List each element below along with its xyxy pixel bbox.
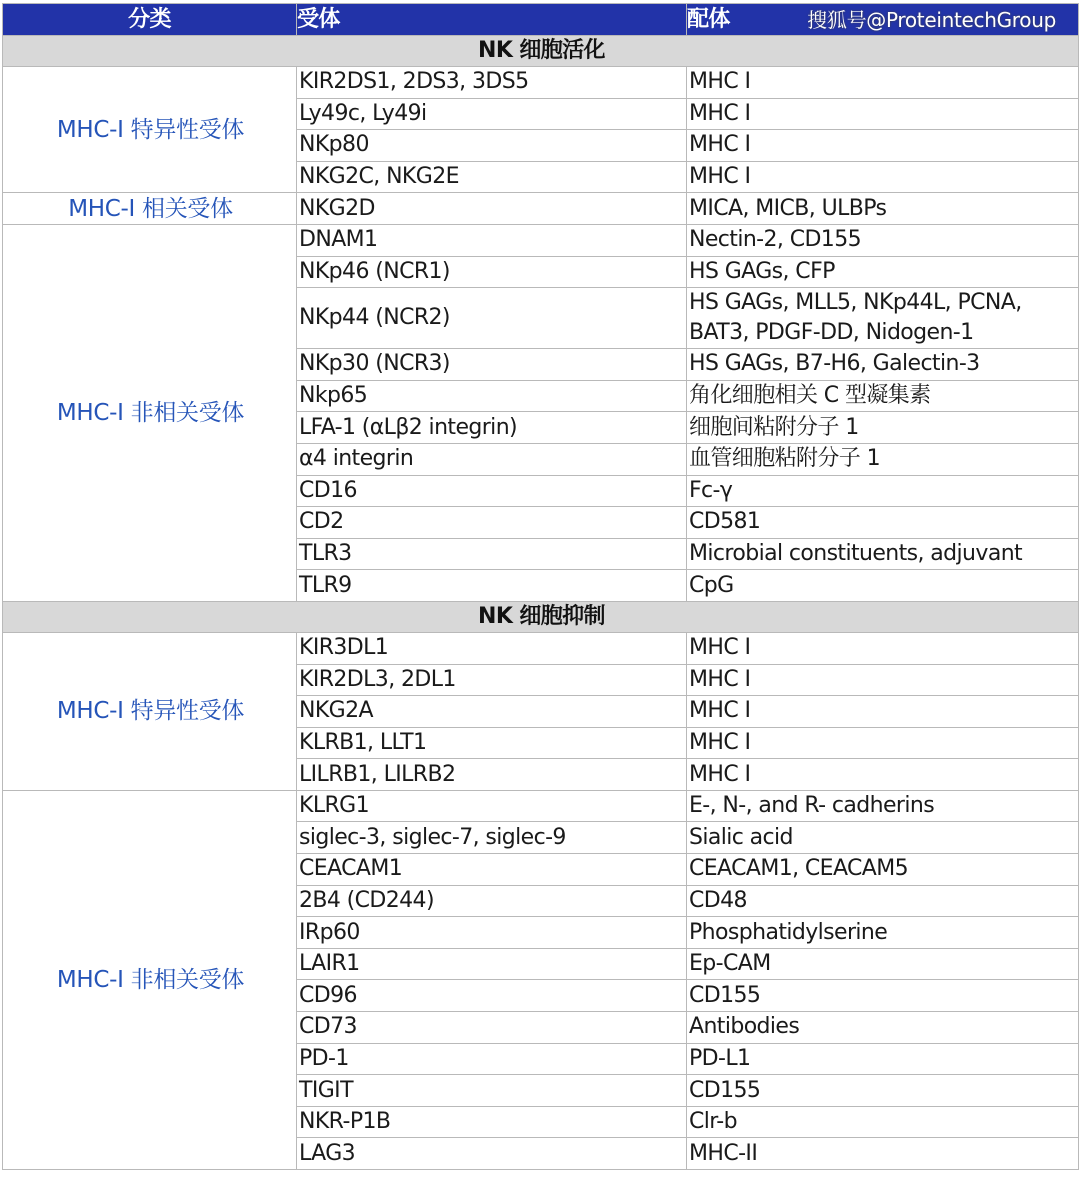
receptor-cell: LAIR1 (297, 948, 687, 980)
header-ligand-label: 配体 (687, 6, 730, 32)
ligand-cell: Phosphatidylserine (687, 917, 1079, 949)
category-cell: MHC-I 相关受体 (3, 193, 297, 225)
ligand-cell: Clr-b (687, 1106, 1079, 1138)
receptor-cell: 2B4 (CD244) (297, 885, 687, 917)
receptor-cell: LILRB1, LILRB2 (297, 759, 687, 791)
receptor-cell: NKG2A (297, 696, 687, 728)
ligand-cell: 血管细胞粘附分子 1 (687, 443, 1079, 475)
receptor-cell: LFA-1 (αLβ2 integrin) (297, 412, 687, 444)
table-body (3, 36, 1079, 1170)
table-row (3, 632, 1079, 664)
header-row (3, 4, 1079, 36)
table-row (3, 790, 1079, 822)
receptor-cell: KLRG1 (297, 790, 687, 822)
category-cell: MHC-I 非相关受体 (3, 224, 297, 601)
ligand-cell: CD48 (687, 885, 1079, 917)
receptor-cell: CD2 (297, 507, 687, 539)
ligand-cell: MHC I (687, 664, 1079, 696)
table-row (3, 67, 1079, 99)
section-row (3, 601, 1079, 632)
ligand-cell: 细胞间粘附分子 1 (687, 412, 1079, 444)
table-row (3, 193, 1079, 225)
ligand-cell: MHC I (687, 759, 1079, 791)
receptor-cell: NKp44 (NCR2) (297, 288, 687, 349)
ligand-cell: MHC I (687, 696, 1079, 728)
ligand-cell: MHC I (687, 67, 1079, 99)
receptor-cell: siglec-3, siglec-7, siglec-9 (297, 822, 687, 854)
receptor-cell: NKp46 (NCR1) (297, 256, 687, 288)
receptor-cell: KIR3DL1 (297, 632, 687, 664)
section-title: NK 细胞抑制 (3, 601, 1079, 632)
ligand-cell: CpG (687, 570, 1079, 602)
ligand-cell: E-, N-, and R- cadherins (687, 790, 1079, 822)
receptor-cell: TIGIT (297, 1075, 687, 1107)
receptor-cell: IRp60 (297, 917, 687, 949)
ligand-cell: MHC I (687, 98, 1079, 130)
receptor-ligand-table-container (2, 3, 1078, 1170)
receptor-cell: PD-1 (297, 1043, 687, 1075)
receptor-cell: Nkp65 (297, 380, 687, 412)
ligand-cell: MHC I (687, 727, 1079, 759)
receptor-cell: NKp30 (NCR3) (297, 349, 687, 381)
ligand-cell: Ep-CAM (687, 948, 1079, 980)
ligand-cell: 角化细胞相关 C 型凝集素 (687, 380, 1079, 412)
ligand-cell: MHC I (687, 161, 1079, 193)
header-category: 分类 (3, 4, 297, 36)
receptor-cell: KIR2DL3, 2DL1 (297, 664, 687, 696)
ligand-cell: Antibodies (687, 1012, 1079, 1044)
header-receptor: 受体 (297, 4, 687, 36)
section-title: NK 细胞活化 (3, 36, 1079, 67)
category-cell: MHC-I 非相关受体 (3, 790, 297, 1169)
ligand-cell: CD155 (687, 1075, 1079, 1107)
ligand-cell: HS GAGs, CFP (687, 256, 1079, 288)
receptor-cell: CD73 (297, 1012, 687, 1044)
category-cell: MHC-I 特异性受体 (3, 67, 297, 193)
ligand-cell: Microbial constituents, adjuvant (687, 538, 1079, 570)
receptor-cell: TLR9 (297, 570, 687, 602)
receptor-cell: KIR2DS1, 2DS3, 3DS5 (297, 67, 687, 99)
ligand-cell: MICA, MICB, ULBPs (687, 193, 1079, 225)
receptor-cell: α4 integrin (297, 443, 687, 475)
receptor-cell: Ly49c, Ly49i (297, 98, 687, 130)
ligand-cell: Fc-γ (687, 475, 1079, 507)
table-row (3, 224, 1079, 256)
receptor-cell: NKR-P1B (297, 1106, 687, 1138)
receptor-ligand-table (2, 3, 1079, 1170)
ligand-cell: MHC I (687, 130, 1079, 162)
receptor-cell: NKp80 (297, 130, 687, 162)
receptor-cell: CD16 (297, 475, 687, 507)
receptor-cell: DNAM1 (297, 224, 687, 256)
receptor-cell: TLR3 (297, 538, 687, 570)
ligand-cell: CD155 (687, 980, 1079, 1012)
watermark: 搜狐号@ProteintechGroup (807, 8, 1056, 32)
ligand-cell: MHC-II (687, 1138, 1079, 1170)
receptor-cell: CD96 (297, 980, 687, 1012)
ligand-cell: CEACAM1, CEACAM5 (687, 854, 1079, 886)
category-cell: MHC-I 特异性受体 (3, 632, 297, 790)
receptor-cell: LAG3 (297, 1138, 687, 1170)
ligand-cell: HS GAGs, B7-H6, Galectin-3 (687, 349, 1079, 381)
section-row (3, 36, 1079, 67)
ligand-cell: CD581 (687, 507, 1079, 539)
receptor-cell: KLRB1, LLT1 (297, 727, 687, 759)
receptor-cell: NKG2D (297, 193, 687, 225)
receptor-cell: NKG2C, NKG2E (297, 161, 687, 193)
ligand-cell: HS GAGs, MLL5, NKp44L, PCNA, BAT3, PDGF-DD, Nidogen-1 (687, 288, 1079, 349)
receptor-cell: CEACAM1 (297, 854, 687, 886)
ligand-cell: Sialic acid (687, 822, 1079, 854)
header-ligand (687, 4, 1079, 36)
ligand-cell: PD-L1 (687, 1043, 1079, 1075)
ligand-cell: MHC I (687, 632, 1079, 664)
ligand-cell: Nectin-2, CD155 (687, 224, 1079, 256)
